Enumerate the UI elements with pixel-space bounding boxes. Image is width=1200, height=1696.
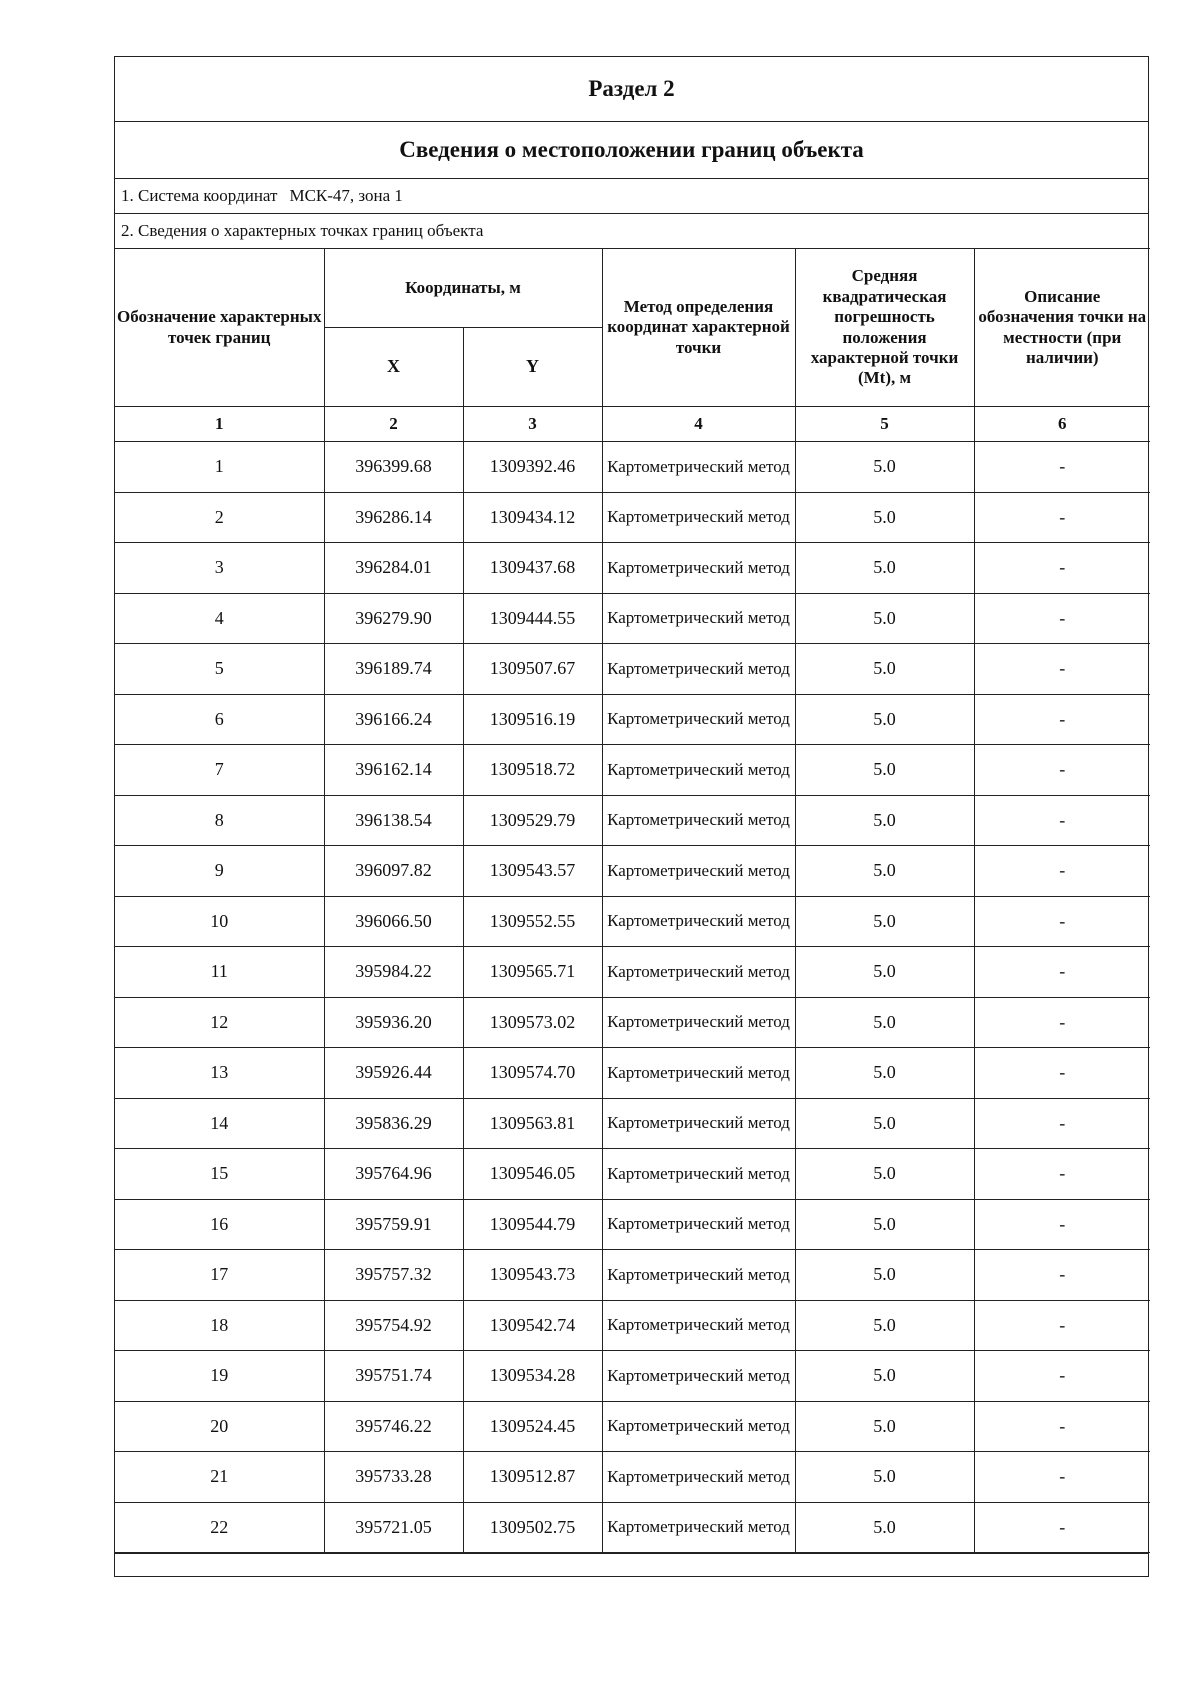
column-number: 1: [115, 407, 324, 442]
column-number: 6: [974, 407, 1150, 442]
point-cell: 4: [115, 593, 324, 644]
point-cell: 20: [115, 1401, 324, 1452]
point-cell: 14: [115, 1098, 324, 1149]
mt-cell: 5.0: [795, 1401, 974, 1452]
description-cell: -: [974, 1199, 1150, 1250]
x-coordinate-cell: 396066.50: [324, 896, 463, 947]
x-coordinate-cell: 396284.01: [324, 543, 463, 594]
column-number: 4: [602, 407, 795, 442]
y-coordinate-cell: 1309543.73: [463, 1250, 602, 1301]
description-cell: -: [974, 1250, 1150, 1301]
header-point-designation: Обозначение характерных точек границ: [115, 249, 324, 407]
description-cell: -: [974, 947, 1150, 998]
point-cell: 3: [115, 543, 324, 594]
x-coordinate-cell: 396279.90: [324, 593, 463, 644]
table-row: [115, 442, 1150, 493]
x-coordinate-cell: 395751.74: [324, 1351, 463, 1402]
y-coordinate-cell: 1309502.75: [463, 1502, 602, 1553]
point-cell: 12: [115, 997, 324, 1048]
method-cell: Картометрический метод: [602, 1351, 795, 1402]
y-coordinate-cell: 1309434.12: [463, 492, 602, 543]
method-cell: Картометрический метод: [602, 1149, 795, 1200]
x-coordinate-cell: 396399.68: [324, 442, 463, 493]
x-coordinate-cell: 395754.92: [324, 1300, 463, 1351]
mt-cell: 5.0: [795, 997, 974, 1048]
table-row: [115, 896, 1150, 947]
coord-system-line: [115, 179, 1148, 214]
mt-cell: 5.0: [795, 1250, 974, 1301]
mt-cell: 5.0: [795, 492, 974, 543]
description-cell: -: [974, 896, 1150, 947]
mt-cell: 5.0: [795, 1048, 974, 1099]
mt-cell: 5.0: [795, 1098, 974, 1149]
y-coordinate-cell: 1309529.79: [463, 795, 602, 846]
x-coordinate-cell: 395759.91: [324, 1199, 463, 1250]
description-cell: -: [974, 492, 1150, 543]
description-cell: -: [974, 795, 1150, 846]
point-cell: 17: [115, 1250, 324, 1301]
x-coordinate-cell: 395764.96: [324, 1149, 463, 1200]
column-number: 5: [795, 407, 974, 442]
method-cell: Картометрический метод: [602, 492, 795, 543]
method-cell: Картометрический метод: [602, 1048, 795, 1099]
point-cell: 6: [115, 694, 324, 745]
column-number: 3: [463, 407, 602, 442]
x-coordinate-cell: 396286.14: [324, 492, 463, 543]
description-cell: -: [974, 543, 1150, 594]
table-row: [115, 795, 1150, 846]
method-cell: Картометрический метод: [602, 997, 795, 1048]
y-coordinate-cell: 1309543.57: [463, 846, 602, 897]
y-coordinate-cell: 1309542.74: [463, 1300, 602, 1351]
table-row: [115, 1401, 1150, 1452]
y-coordinate-cell: 1309573.02: [463, 997, 602, 1048]
y-coordinate-cell: 1309507.67: [463, 644, 602, 695]
table-row: [115, 1351, 1150, 1402]
description-cell: -: [974, 442, 1150, 493]
mt-cell: 5.0: [795, 1149, 974, 1200]
table-row: [115, 1502, 1150, 1553]
point-cell: 22: [115, 1502, 324, 1553]
description-cell: -: [974, 997, 1150, 1048]
coord-system-label: 1. Система координат: [121, 186, 278, 205]
method-cell: Картометрический метод: [602, 896, 795, 947]
y-coordinate-cell: 1309563.81: [463, 1098, 602, 1149]
y-coordinate-cell: 1309534.28: [463, 1351, 602, 1402]
point-cell: 11: [115, 947, 324, 998]
method-cell: Картометрический метод: [602, 1199, 795, 1250]
method-cell: Картометрический метод: [602, 1300, 795, 1351]
y-coordinate-cell: 1309546.05: [463, 1149, 602, 1200]
mt-cell: 5.0: [795, 745, 974, 796]
description-cell: -: [974, 846, 1150, 897]
mt-cell: 5.0: [795, 896, 974, 947]
y-coordinate-cell: 1309444.55: [463, 593, 602, 644]
mt-cell: 5.0: [795, 947, 974, 998]
mt-cell: 5.0: [795, 1351, 974, 1402]
coord-system-value: МСК-47, зона 1: [289, 186, 403, 205]
mt-cell: 5.0: [795, 442, 974, 493]
mt-cell: 5.0: [795, 846, 974, 897]
y-coordinate-cell: 1309574.70: [463, 1048, 602, 1099]
document-frame: [114, 56, 1149, 1577]
description-cell: -: [974, 1048, 1150, 1099]
method-cell: Картометрический метод: [602, 694, 795, 745]
point-cell: 21: [115, 1452, 324, 1503]
point-cell: 18: [115, 1300, 324, 1351]
description-cell: -: [974, 1149, 1150, 1200]
description-cell: -: [974, 1452, 1150, 1503]
table-row: [115, 846, 1150, 897]
mt-cell: 5.0: [795, 1199, 974, 1250]
description-cell: -: [974, 1098, 1150, 1149]
method-cell: Картометрический метод: [602, 947, 795, 998]
y-coordinate-cell: 1309516.19: [463, 694, 602, 745]
table-row: [115, 644, 1150, 695]
table-row: [115, 1149, 1150, 1200]
header-description: Описание обозначения точки на местности (при наличии): [974, 249, 1150, 407]
description-cell: -: [974, 1351, 1150, 1402]
section-title: Раздел 2: [115, 57, 1148, 122]
method-cell: Картометрический метод: [602, 593, 795, 644]
x-coordinate-cell: 396162.14: [324, 745, 463, 796]
x-coordinate-cell: 395836.29: [324, 1098, 463, 1149]
bottom-strip: [115, 1553, 1148, 1576]
x-coordinate-cell: 395757.32: [324, 1250, 463, 1301]
point-cell: 2: [115, 492, 324, 543]
method-cell: Картометрический метод: [602, 1250, 795, 1301]
table-row: [115, 947, 1150, 998]
y-coordinate-cell: 1309524.45: [463, 1401, 602, 1452]
description-cell: -: [974, 1502, 1150, 1553]
column-numbers-row: [115, 407, 1150, 442]
y-coordinate-cell: 1309565.71: [463, 947, 602, 998]
mt-cell: 5.0: [795, 543, 974, 594]
x-coordinate-cell: 395721.05: [324, 1502, 463, 1553]
table-row: [115, 543, 1150, 594]
table-row: [115, 1199, 1150, 1250]
table-row: [115, 1048, 1150, 1099]
header-coordinates: Координаты, м: [324, 249, 602, 328]
point-cell: 1: [115, 442, 324, 493]
header-mt: Средняя квадратическая погрешность положения характерной точки (Mt), м: [795, 249, 974, 407]
header-method: Метод определения координат характерной точки: [602, 249, 795, 407]
mt-cell: 5.0: [795, 1502, 974, 1553]
table-row: [115, 745, 1150, 796]
mt-cell: 5.0: [795, 795, 974, 846]
x-coordinate-cell: 396189.74: [324, 644, 463, 695]
table-row: [115, 1098, 1150, 1149]
table-row: [115, 492, 1150, 543]
point-cell: 7: [115, 745, 324, 796]
point-cell: 19: [115, 1351, 324, 1402]
points-section-label: 2. Сведения о характерных точках границ объекта: [121, 221, 484, 240]
points-table: [115, 248, 1150, 1553]
x-coordinate-cell: 395746.22: [324, 1401, 463, 1452]
mt-cell: 5.0: [795, 644, 974, 695]
points-table-body: [115, 442, 1150, 1553]
method-cell: Картометрический метод: [602, 1401, 795, 1452]
point-cell: 10: [115, 896, 324, 947]
y-coordinate-cell: 1309512.87: [463, 1452, 602, 1503]
x-coordinate-cell: 395733.28: [324, 1452, 463, 1503]
table-row: [115, 694, 1150, 745]
description-cell: -: [974, 1401, 1150, 1452]
point-cell: 8: [115, 795, 324, 846]
column-number: 2: [324, 407, 463, 442]
mt-cell: 5.0: [795, 1300, 974, 1351]
x-coordinate-cell: 396097.82: [324, 846, 463, 897]
y-coordinate-cell: 1309552.55: [463, 896, 602, 947]
header-x: X: [324, 328, 463, 407]
x-coordinate-cell: 396138.54: [324, 795, 463, 846]
method-cell: Картометрический метод: [602, 1098, 795, 1149]
table-row: [115, 997, 1150, 1048]
table-row: [115, 593, 1150, 644]
method-cell: Картометрический метод: [602, 745, 795, 796]
description-cell: -: [974, 745, 1150, 796]
y-coordinate-cell: 1309437.68: [463, 543, 602, 594]
y-coordinate-cell: 1309518.72: [463, 745, 602, 796]
description-cell: -: [974, 644, 1150, 695]
method-cell: Картометрический метод: [602, 442, 795, 493]
method-cell: Картометрический метод: [602, 1452, 795, 1503]
table-row: [115, 1250, 1150, 1301]
point-cell: 15: [115, 1149, 324, 1200]
x-coordinate-cell: 395984.22: [324, 947, 463, 998]
mt-cell: 5.0: [795, 593, 974, 644]
x-coordinate-cell: 395926.44: [324, 1048, 463, 1099]
point-cell: 5: [115, 644, 324, 695]
header-y: Y: [463, 328, 602, 407]
method-cell: Картометрический метод: [602, 1502, 795, 1553]
table-row: [115, 1452, 1150, 1503]
section-subtitle: Сведения о местоположении границ объекта: [115, 122, 1148, 179]
point-cell: 9: [115, 846, 324, 897]
y-coordinate-cell: 1309392.46: [463, 442, 602, 493]
method-cell: Картометрический метод: [602, 543, 795, 594]
mt-cell: 5.0: [795, 1452, 974, 1503]
table-row: [115, 1300, 1150, 1351]
point-cell: 16: [115, 1199, 324, 1250]
method-cell: Картометрический метод: [602, 846, 795, 897]
x-coordinate-cell: 396166.24: [324, 694, 463, 745]
mt-cell: 5.0: [795, 694, 974, 745]
method-cell: Картометрический метод: [602, 795, 795, 846]
point-cell: 13: [115, 1048, 324, 1099]
description-cell: -: [974, 1300, 1150, 1351]
x-coordinate-cell: 395936.20: [324, 997, 463, 1048]
description-cell: -: [974, 694, 1150, 745]
description-cell: -: [974, 593, 1150, 644]
method-cell: Картометрический метод: [602, 644, 795, 695]
y-coordinate-cell: 1309544.79: [463, 1199, 602, 1250]
